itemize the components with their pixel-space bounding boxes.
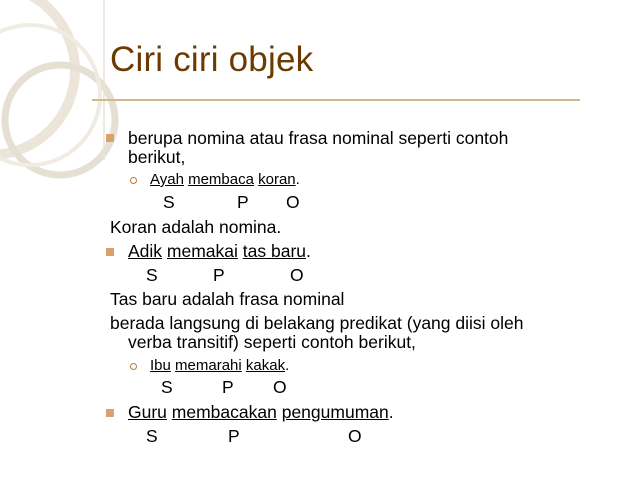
sub-bullet-icon	[130, 177, 137, 184]
sentence-end: .	[388, 402, 394, 422]
object-word: tas baru	[242, 241, 307, 261]
spo-label-s: S	[146, 426, 158, 446]
bullet-icon	[106, 248, 114, 256]
definition-line: verba transitif) seperti contoh berikut,	[128, 332, 416, 352]
example-sentence	[128, 241, 311, 261]
note-text: Tas baru adalah frasa nominal	[110, 289, 345, 309]
spo-label-o: O	[348, 426, 362, 446]
sub-bullet-icon	[130, 363, 137, 370]
predicate-word: membacakan	[171, 402, 277, 422]
sentence-end: .	[295, 171, 300, 188]
spo-label-s: S	[146, 265, 158, 285]
spo-label-p: P	[213, 265, 225, 285]
example-sentence	[128, 402, 394, 422]
spo-label-p: P	[222, 377, 234, 397]
spo-label-o: O	[290, 265, 304, 285]
note-text: Koran adalah nomina.	[110, 217, 282, 237]
definition-line: berada langsung di belakang predikat (yang diisi oleh	[110, 313, 524, 333]
subject-word: Adik	[128, 241, 163, 261]
subject-word: Ibu	[150, 357, 171, 374]
sentence-end: .	[285, 357, 290, 374]
bullet-text-line: berupa nomina atau frasa nominal seperti contoh	[128, 128, 509, 148]
bullet-icon	[106, 409, 114, 417]
sentence-end: .	[306, 241, 311, 261]
spo-label-p: P	[228, 426, 240, 446]
object-word: pengumuman	[281, 402, 389, 422]
predicate-word: membaca	[188, 171, 254, 188]
spo-label-p: P	[237, 192, 249, 212]
spo-label-s: S	[163, 192, 175, 212]
object-word: koran	[258, 171, 296, 188]
subject-word: Guru	[128, 402, 167, 422]
spo-label-s: S	[161, 377, 173, 397]
example-sentence	[150, 356, 289, 376]
bullet-text-line: berikut,	[128, 147, 186, 167]
spo-label-o: O	[273, 377, 287, 397]
predicate-word: memakai	[166, 241, 238, 261]
bullet-icon	[106, 134, 114, 142]
decorative-rings	[0, 0, 120, 479]
example-sentence	[150, 170, 300, 190]
spo-label-o: O	[286, 192, 300, 212]
subject-word: Ayah	[150, 171, 184, 188]
title-divider	[92, 99, 580, 101]
predicate-word: memarahi	[175, 357, 242, 374]
slide-title: Ciri ciri objek	[110, 40, 314, 79]
object-word: kakak	[245, 357, 286, 374]
